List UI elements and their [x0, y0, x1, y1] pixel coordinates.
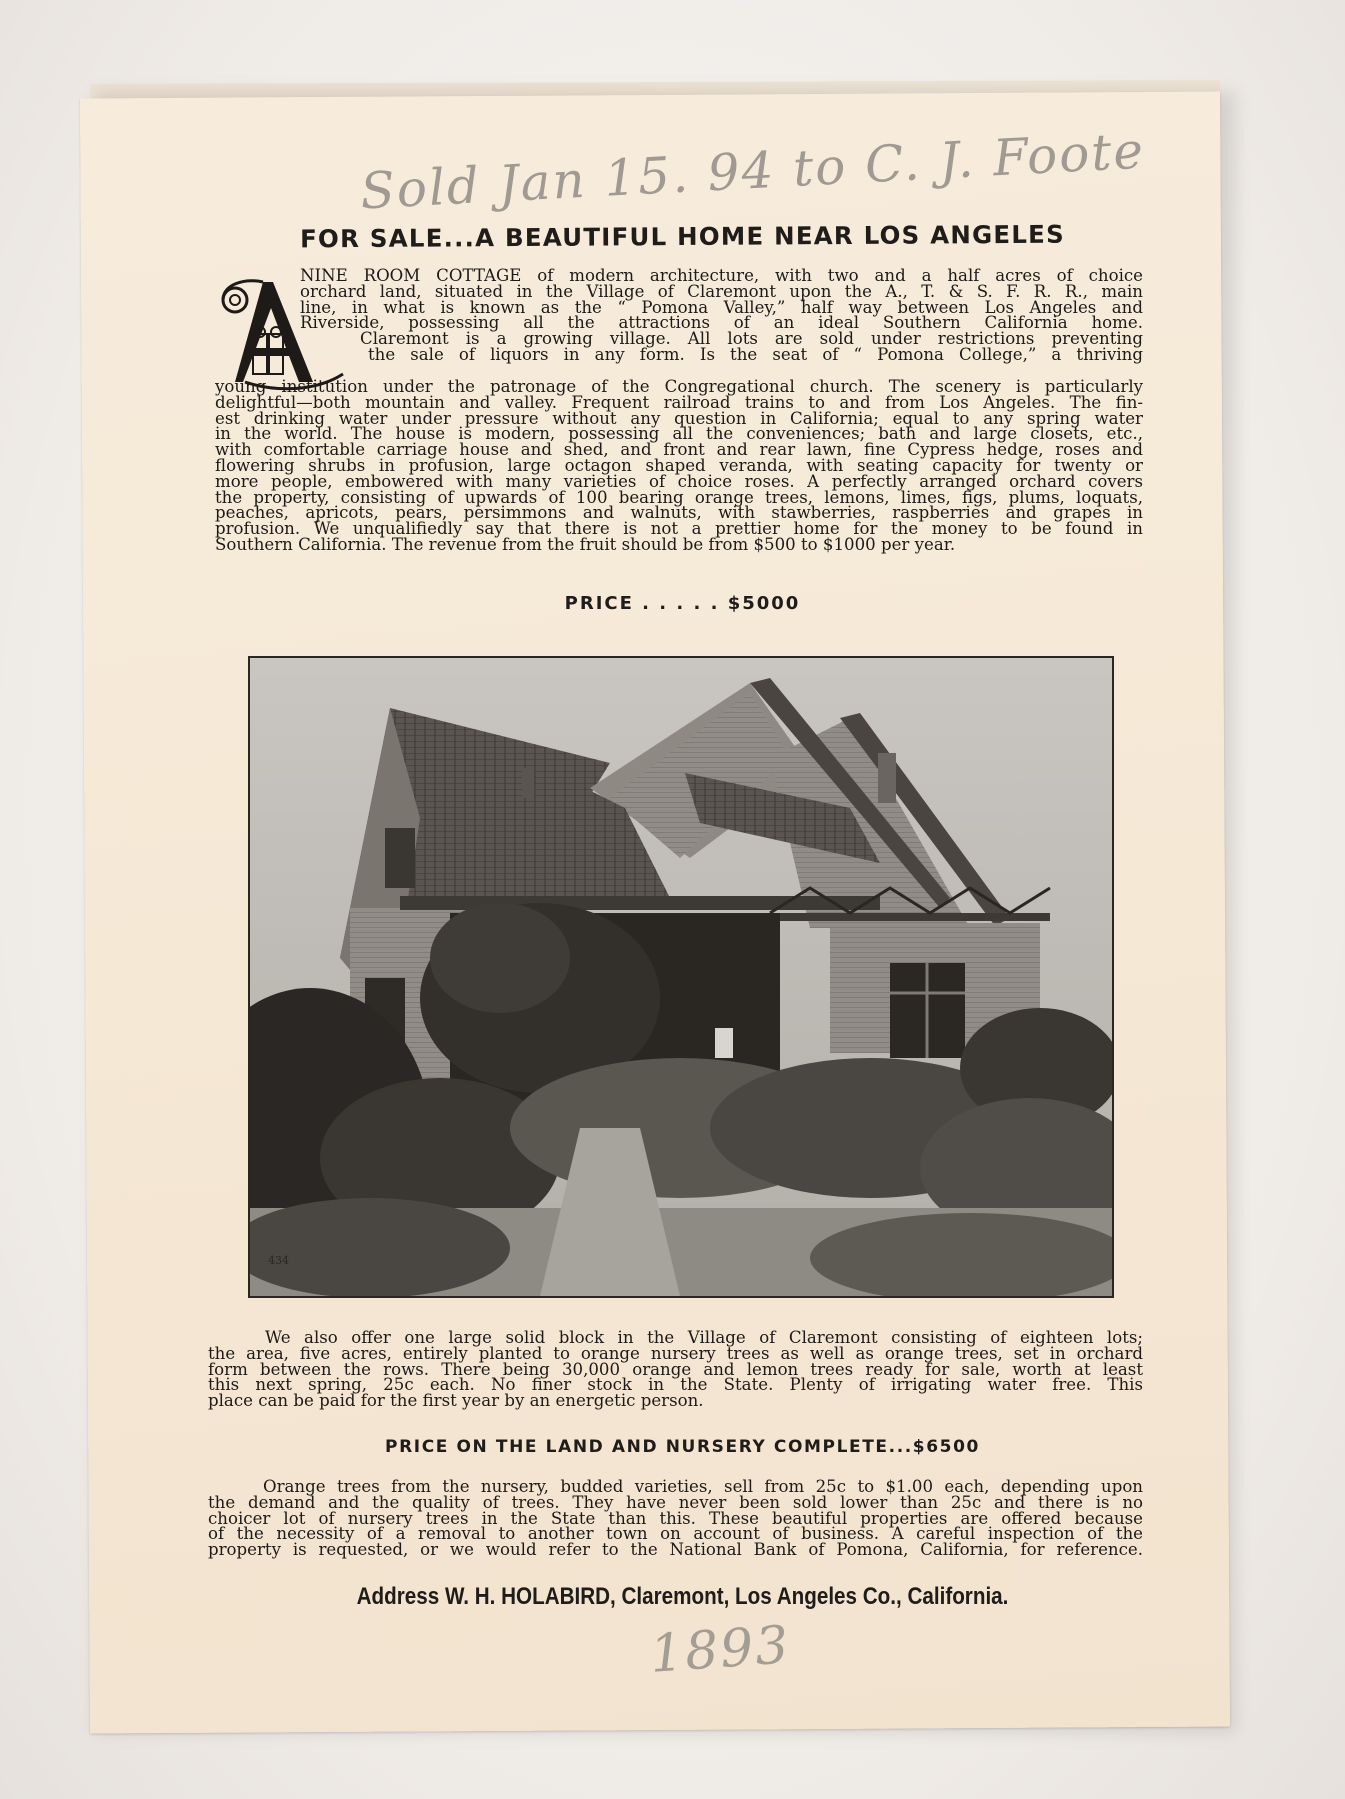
text-line: in the world. The house is modern, possessing all the conveniences; bath and large closets, etc.,: [215, 424, 1143, 444]
text-line: the property, consisting of upwards of 100 bearing orange trees, lemons, limes, figs, plums, loquats,: [215, 487, 1143, 507]
text-line: flowering shrubs in profusion, large octagon shaped veranda, with seating capacity for twenty or: [215, 455, 1143, 475]
house-price: PRICE . . . . . $5000: [564, 593, 801, 614]
text-line: property is requested, or we would refer to the National Bank of Pomona, California, for reference.: [208, 1540, 1143, 1560]
text-line: with comfortable carriage house and shed, and front and rear lawn, fine Cypress hedge, roses and: [215, 440, 1143, 460]
text-line: place can be paid for the first year by an energetic person.: [208, 1391, 704, 1411]
text-line: delightful—both mountain and valley. Frequent railroad trains to and from Los Angeles. The fin-: [215, 392, 1143, 412]
house-photo-image: [250, 658, 1112, 1296]
text-line: of the necessity of a removal to another town on account of business. A careful inspection of the: [208, 1524, 1143, 1544]
text-line: form between the rows. There being 30,000 orange and lemon trees ready for sale, worth at least: [208, 1359, 1143, 1379]
text-line: NINE ROOM COTTAGE of modern architecture, with two and a half acres of choice: [300, 266, 1143, 285]
handwritten-year-note: 1893: [648, 1615, 793, 1685]
text-line: Southern California. The revenue from the fruit should be from $500 to $1000 per year.: [215, 534, 956, 554]
house-photograph: [248, 656, 1114, 1298]
text-line: young institution under the patronage of the Congregational church. The scenery is particularly: [215, 377, 1143, 396]
nursery-offer-paragraph: [208, 1330, 1143, 1409]
land-nursery-price: PRICE ON THE LAND AND NURSERY COMPLETE...$6500: [385, 1437, 980, 1457]
text-line: Orange trees from the nursery, budded varieties, sell from 25c to $1.00 each, depending upon: [263, 1477, 1143, 1496]
text-line: Claremont is a growing village. All lots are sold under restrictions preventing: [360, 329, 1143, 349]
text-line: more people, embowered with many varieties of choice roses. A perfectly arranged orchard covers: [215, 471, 1143, 491]
flyer-title: FOR SALE...A BEAUTIFUL HOME NEAR LOS ANGELES: [299, 219, 1066, 254]
text-line: est drinking water under pressure without any question in California; equal to any spring water: [215, 408, 1143, 428]
text-line: peaches, apricots, pears, persimmons and walnuts, with stawberries, raspberries and grapes in: [215, 503, 1143, 523]
text-line: We also offer one large solid block in the Village of Claremont consisting of eighteen lots;: [265, 1328, 1143, 1347]
handwritten-sale-note: Sold Jan 15. 94 to C. J. Foote: [359, 121, 1147, 221]
text-line: the area, five acres, entirely planted to orange nursery trees as well as orange trees, set in orchard: [208, 1343, 1143, 1363]
text-line: orchard land, situated in the Village of Claremont upon the A., T. & S. F. R. R., main: [300, 281, 1143, 301]
text-line: the demand and the quality of trees. They have never been sold lower than 25c and there is no: [208, 1492, 1143, 1512]
intro-paragraph-beside-cap: [300, 268, 1143, 363]
intro-paragraph-body: [215, 379, 1143, 553]
text-line: this next spring, 25c each. No finer stock in the State. Plenty of irrigating water free. This: [208, 1375, 1143, 1395]
text-line: choicer lot of nursery trees in the State than this. These beautiful properties are offered because: [208, 1508, 1143, 1528]
text-line: Riverside, possessing all the attractions of an ideal Southern California home.: [300, 313, 1143, 333]
text-line: the sale of liquors in any form. Is the seat of “ Pomona College,” a thriving: [368, 344, 1143, 364]
photo-plate-number: 434: [268, 1254, 289, 1267]
contact-address: Address W. H. HOLABIRD, Claremont, Los Angeles Co., California.: [356, 1583, 1009, 1610]
nursery-details-paragraph: [208, 1479, 1143, 1558]
text-line: profusion. We unqualifiedly say that there is not a prettier home for the money to be found in: [215, 519, 1143, 539]
text-line: line, in what is known as the “ Pomona Valley,” half way between Los Angeles and: [300, 297, 1143, 317]
